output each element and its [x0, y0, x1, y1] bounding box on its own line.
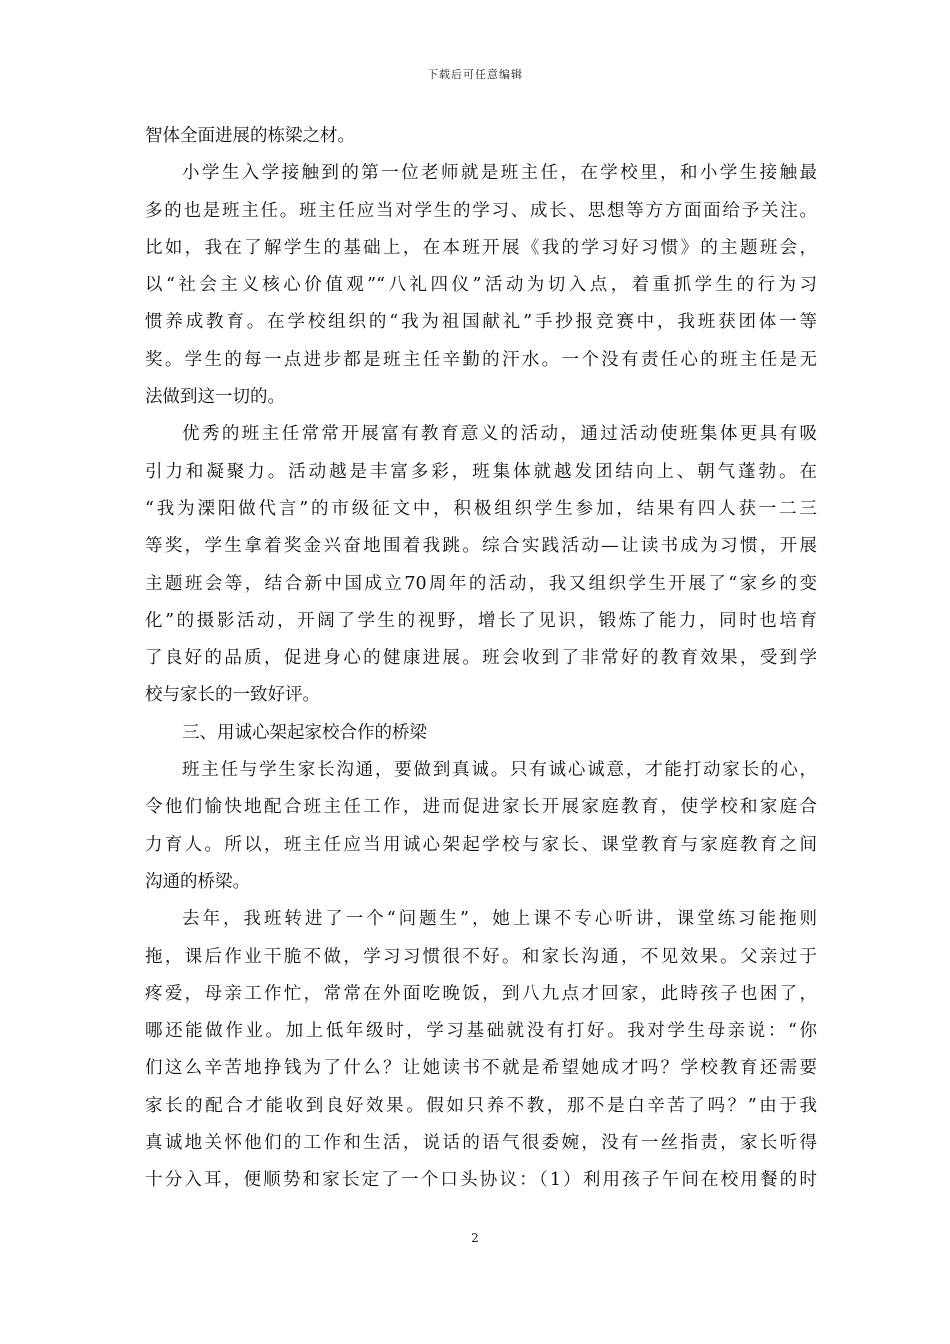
page-header: 下载后可任意编辑: [427, 68, 523, 81]
text-line: 主题班会等，结合新中国成立70周年的活动，我又组织学生开展了“家乡的变: [145, 573, 817, 594]
text-line: 校与家长的一致好评。: [145, 685, 320, 706]
text-line: 去年，我班转进了一个“问题生”，她上课不专心听讲，课堂练习能拖则: [182, 909, 817, 930]
text-line: 法做到这一切的。: [145, 387, 285, 408]
text-line: 多的也是班主任。班主任应当对学生的学习、成长、思想等方方面面给予关注。: [145, 200, 817, 221]
text-line: 引力和凝聚力。活动越是丰富多彩，班集体就越发团结向上、朝气蓬勃。在: [145, 461, 817, 482]
text-line: 惯养成教育。在学校组织的“我为祖国献礼”手抄报竞赛中，我班获团体一等: [145, 312, 817, 333]
page-number: 2: [471, 1231, 479, 1245]
text-line: 真诚地关怀他们的工作和生活，说话的语气很委婉，没有一丝指责，家长听得: [145, 1133, 817, 1154]
text-line: 家长的配合才能收到良好效果。假如只养不教，那不是白辛苦了吗？”由于我: [145, 1095, 817, 1116]
text-line: 哪还能做作业。加上低年级时，学习基础就没有打好。我对学生母亲说：“你: [145, 1021, 817, 1042]
text-line: 十分入耳，便顺势和家长定了一个口头协议：（1）利用孩子午间在校用餐的时: [145, 1170, 817, 1191]
text-line: 了良好的品质，促进身心的健康进展。班会收到了非常好的教育效果，受到学: [145, 648, 817, 669]
text-line: 力育人。所以，班主任应当用诚心架起学校与家长、课堂教育与家庭教育之间: [145, 834, 817, 855]
text-line: 拖，课后作业干脆不做，学习习惯很不好。和家长沟通，不见效果。父亲过于: [145, 946, 817, 967]
text-line: 奖。学生的每一点进步都是班主任辛勤的汗水。一个没有责任心的班主任是无: [145, 349, 817, 370]
text-line: 小学生入学接触到的第一位老师就是班主任，在学校里，和小学生接触最: [182, 163, 817, 184]
text-line: 班主任与学生家长沟通，要做到真诚。只有诚心诚意，才能打动家长的心，: [182, 760, 817, 781]
text-line: 等奖，学生拿着奖金兴奋地围着我跳。综合实践活动—让读书成为习惯，开展: [145, 536, 817, 557]
text-line: 优秀的班主任常常开展富有教育意义的活动，通过活动使班集体更具有吸: [182, 424, 817, 445]
text-line: 令他们愉快地配合班主任工作，进而促进家长开展家庭教育，使学校和家庭合: [145, 797, 817, 818]
text-line: “我为溧阳做代言”的市级征文中，积极组织学生参加，结果有四人获一二三: [145, 498, 817, 519]
text-line: 们这么辛苦地挣钱为了什么？让她读书不就是希望她成才吗？学校教育还需要: [145, 1058, 817, 1079]
section-heading: 三、用诚心架起家校合作的桥梁: [182, 722, 427, 743]
text-line: 以“社会主义核心价值观”“八礼四仪”活动为切入点，着重抓学生的行为习: [145, 275, 817, 296]
text-line: 沟通的桥梁。: [145, 871, 250, 892]
text-line: 比如，我在了解学生的基础上，在本班开展《我的学习好习惯》的主题班会，: [145, 237, 817, 258]
document-body: [145, 118, 817, 1200]
text-line: 化”的摄影活动，开阔了学生的视野，增长了见识，锻炼了能力，同时也培育: [145, 610, 817, 631]
text-line: 智体全面进展的栋梁之材。: [145, 126, 355, 146]
text-line: 疼爱，母亲工作忙，常常在外面吃晚饭，到八九点才回家，此時孩子也困了，: [145, 983, 817, 1004]
